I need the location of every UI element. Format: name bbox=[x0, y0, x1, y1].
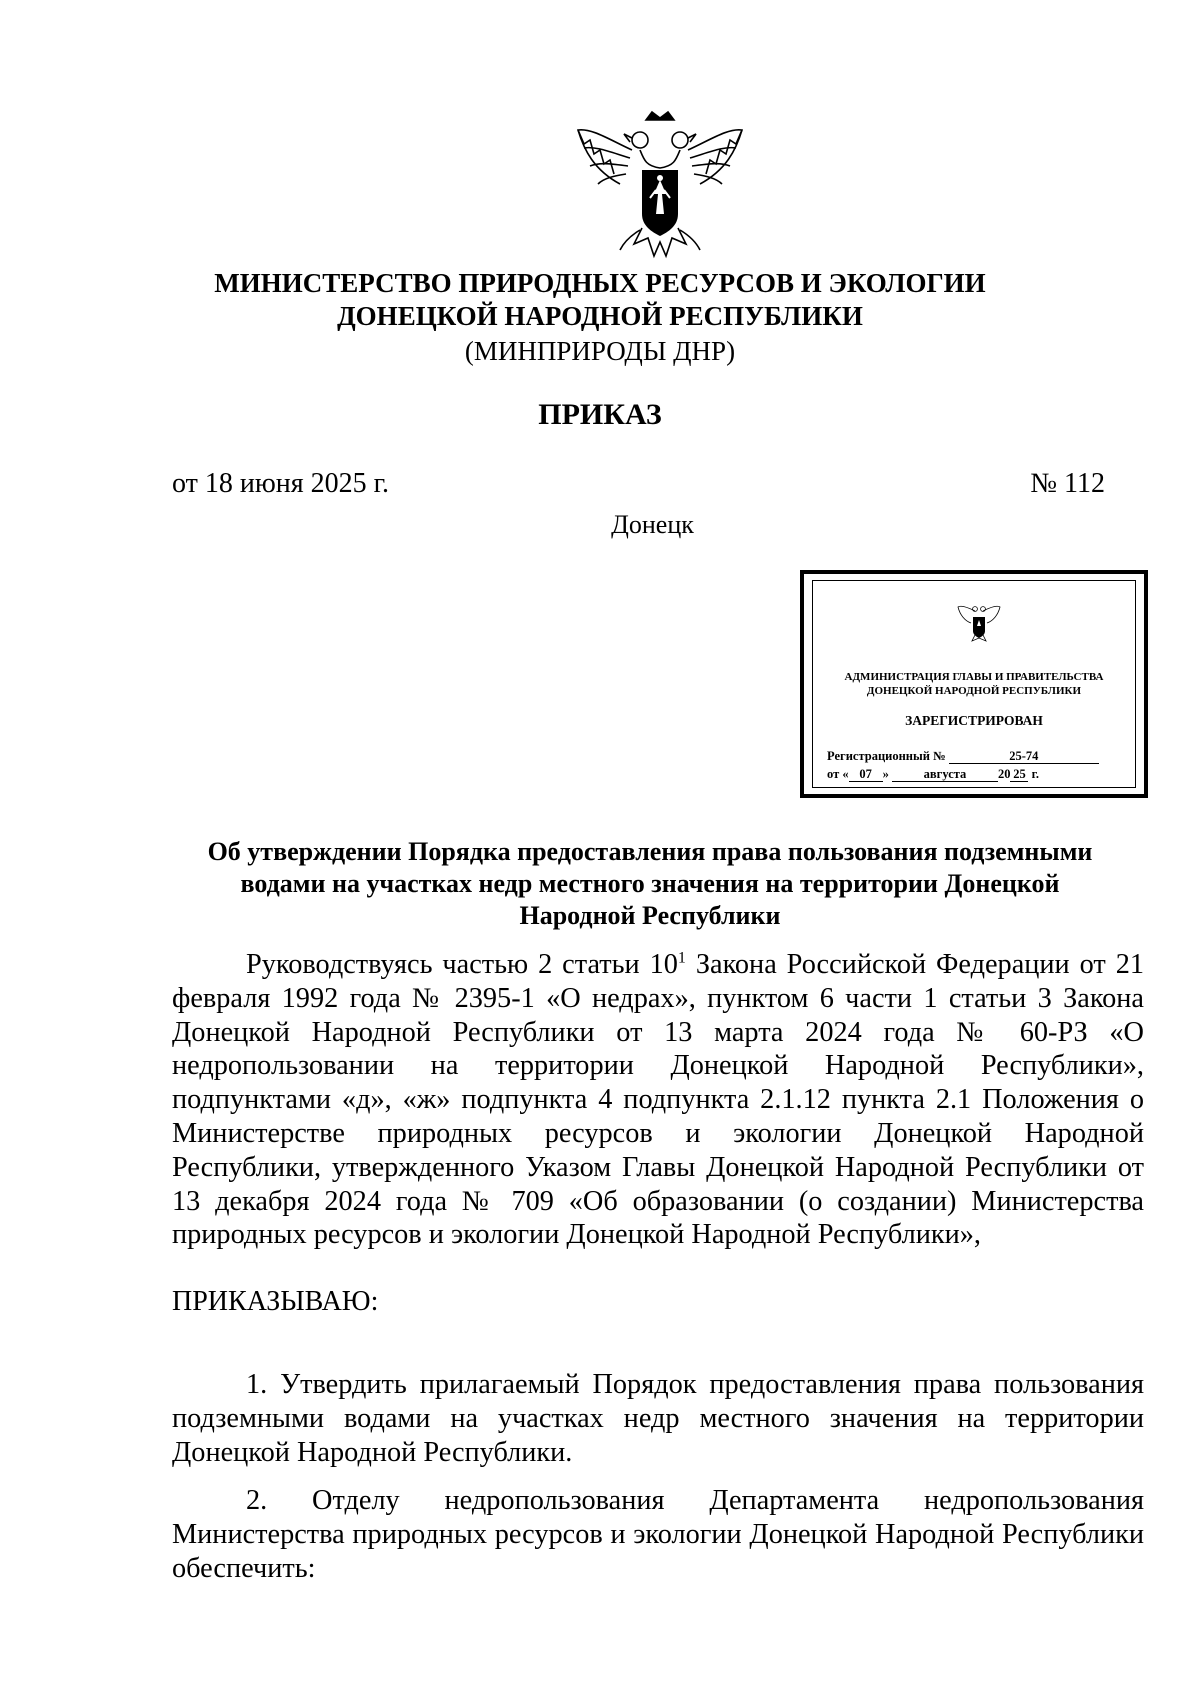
document-type-title: ПРИКАЗ bbox=[538, 398, 662, 431]
order-item-2-text: 2. Отделу недропользования Департамента недропользования Министерства природных ресурсов и экологии Донецкой Народной Республики обеспечить: bbox=[172, 1485, 1144, 1584]
preamble-superscript: 1 bbox=[677, 949, 686, 967]
stamp-date-year-prefix: 20 bbox=[997, 767, 1011, 781]
stamp-emblem bbox=[957, 603, 1001, 643]
subject-line-1: Об утверждении Порядка предоставления права пользования подземными bbox=[207, 837, 1093, 866]
preamble-paragraph bbox=[172, 948, 1144, 1252]
preamble-start: Руководствуясь частью 2 статьи 10 bbox=[246, 949, 678, 980]
coat-of-arms-emblem bbox=[570, 110, 750, 260]
document-city: Донецк bbox=[611, 510, 694, 539]
stamp-registration-label: Регистрационный № bbox=[827, 749, 946, 763]
coat-of-arms-icon bbox=[570, 110, 750, 260]
ministry-abbreviation: (МИНПРИРОДЫ ДНР) bbox=[464, 336, 736, 366]
stamp-organization-line-2: ДОНЕЦКОЙ НАРОДНОЙ РЕСПУБЛИКИ bbox=[866, 685, 1082, 697]
document-subject bbox=[150, 836, 1150, 932]
ministry-name-line-1: МИНИСТЕРСТВО ПРИРОДНЫХ РЕСУРСОВ И ЭКОЛОГИИ bbox=[214, 268, 986, 298]
document-date: от 18 июня 2025 г. bbox=[172, 468, 389, 499]
order-word: ПРИКАЗЫВАЮ: bbox=[172, 1286, 379, 1317]
registration-stamp bbox=[800, 570, 1148, 798]
order-item-1 bbox=[172, 1368, 1144, 1469]
coat-of-arms-icon bbox=[957, 603, 1001, 643]
stamp-organization-line-1: АДМИНИСТРАЦИЯ ГЛАВЫ И ПРАВИТЕЛЬСТВА bbox=[844, 671, 1104, 683]
stamp-date-month: августа bbox=[892, 768, 998, 782]
stamp-date-day: 07 bbox=[849, 768, 883, 782]
order-item-1-text: 1. Утвердить прилагаемый Порядок предоставления права пользования подземными водами на участках недр местного значения на территории Донецкой Народной Республики. bbox=[172, 1369, 1144, 1468]
document-number: № 112 bbox=[1030, 468, 1105, 499]
stamp-registration-row bbox=[827, 749, 1099, 764]
stamp-date-suffix: г. bbox=[1031, 767, 1040, 781]
stamp-inner-frame bbox=[812, 580, 1136, 788]
stamp-date-year-suffix: 25 bbox=[1010, 768, 1028, 782]
subject-line-2: водами на участках недр местного значения на территории Донецкой bbox=[240, 869, 1060, 898]
stamp-date-prefix: от « bbox=[827, 767, 849, 781]
stamp-registration-number: 25-74 bbox=[949, 750, 1099, 764]
stamp-date-row bbox=[827, 767, 1039, 782]
order-item-2 bbox=[172, 1484, 1144, 1585]
preamble-rest: Закона Российской Федерации от 21 февраля 1992 года № 2395-1 «О недрах», пунктом 6 части 1 статьи 3 Закона Донецкой Народной Республики от 13 марта 2024 года № 60-РЗ «О недропользовании на территории Донецкой Народной Республики», подпунктами «д», «ж» подпункта 4 подпункта 2.1.12 пункта 2.1 Положения о Министерстве природных ресурсов и экологии Донецкой Народной Республики, утвержденного Указом Главы Донецкой Народной Республики от 13 декабря 2024 года № 709 «Об образовании (о создании) Министерства природных ресурсов и экологии Донецкой Народной Республики», bbox=[172, 949, 1144, 1251]
stamp-status: ЗАРЕГИСТРИРОВАН bbox=[905, 713, 1043, 728]
subject-line-3: Народной Республики bbox=[519, 901, 781, 930]
ministry-name-line-2: ДОНЕЦКОЙ НАРОДНОЙ РЕСПУБЛИКИ bbox=[337, 301, 863, 331]
stamp-date-mid: » bbox=[882, 767, 889, 781]
